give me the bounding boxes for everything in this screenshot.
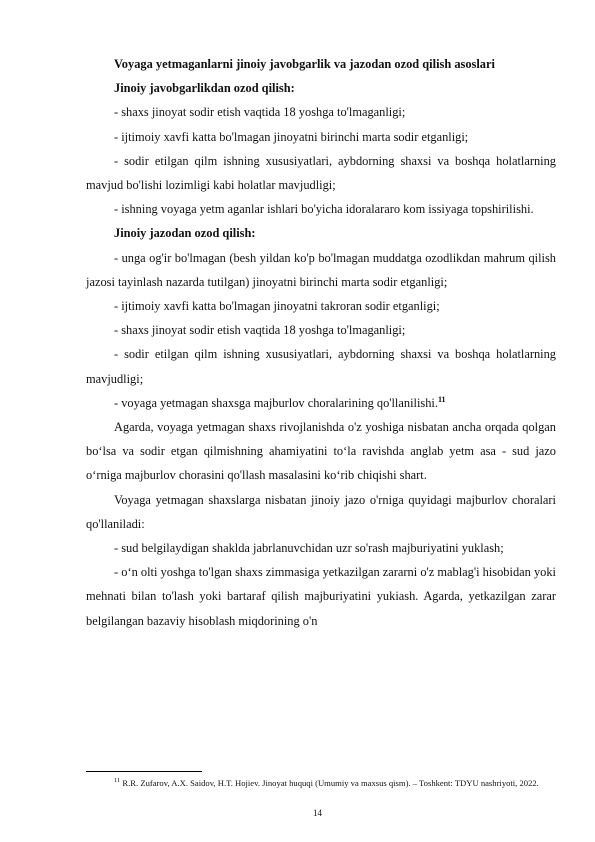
section2-item-text: - voyaga yetmagan shaxsga majburlov choralarining qo'llanilishi. — [114, 395, 438, 410]
section2-title: Jinoiy jazodan ozod qilish: — [114, 226, 256, 241]
footnote — [86, 775, 556, 792]
page-number: 14 — [313, 808, 322, 818]
document-heading: Voyaga yetmaganlarni jinoiy javobgarlik va jazodan ozod qilish asoslari — [114, 57, 495, 71]
section1-item: - ijtimoiy xavfi katta bo'lmagan jinoyatni birinchi marta sodir etganligi; — [114, 129, 469, 144]
section2-item-with-footnote — [86, 391, 556, 415]
measure-item: - sud belgilaydigan shaklda jabrlanuvchidan uzr so'rash majburiyatini yuklash; — [114, 541, 504, 556]
section2-item: - unga og'ir bo'lmagan (besh yildan ko'p bo'lmagan muddatga ozodlikdan mahrum qilish jazosi tayinlash nazarda tutilgan) jinoyatni birinchi marta sodir etganligi; — [86, 250, 556, 289]
footnote-text: R.R. Zufarov, A.X. Saidov, H.T. Hojiev. Jinoyat huquqi (Umumiy va maxsus qism). – Toshkent: TDYU nashriyoti, 2022. — [120, 778, 539, 788]
section2-item: - shaxs jinoyat sodir etish vaqtida 18 yoshga to'lmaganligi; — [114, 323, 406, 338]
section1-item: - ishning voyaga yetm aganlar ishlari bo'yicha idoralararo kom issiyaga topshirilishi. — [114, 202, 534, 217]
measure-item: - o‘n olti yoshga to'lgan shaxs zimmasiga yetkazilgan zararni o'z mablag'i hisobidan yoki mehnati bilan to'lash yoki bartaraf qilish majburiyatini yukiash. Agarda, yetkazilgan zarar belgilangan bazaviy hisoblash miqdorining o'n — [86, 565, 556, 628]
footnote-number: 11 — [114, 777, 121, 785]
footnote-reference[interactable]: 11 — [437, 394, 446, 404]
section2-item: - sodir etilgan qilm ishning xususiyatlari, aybdorning shaxsi va boshqa holatlarning mavjudligi; — [86, 347, 556, 386]
paragraph-body: Agarda, voyaga yetmagan shaxs rivojlanishda o'z yoshiga nisbatan ancha orqada qolgan bo‘lsa va sodir etgan qilmishning ahamiyatini to‘la ravishda anglab yetm asa - sud jazo o‘rniga majburlov chorasini qo'llash masalasini ko‘rib chiqishi shart. — [86, 420, 556, 483]
section2-item: - ijtimoiy xavfi katta bo'lmagan jinoyatni takroran sodir etganligi; — [114, 299, 440, 314]
paragraph-body: Voyaga yetmagan shaxslarga nisbatan jinoiy jazo o'rniga quyidagi majburlov choralari qo'llaniladi: — [86, 492, 556, 531]
section1-item: - shaxs jinoyat sodir etish vaqtida 18 yoshga to'lmaganligi; — [114, 105, 406, 120]
section1-item: - sodir etilgan qilm ishning xususiyatlari, aybdorning shaxsi va boshqa holatlarning mavjud bo'lishi lozimligi kabi holatlar mavjudligi; — [86, 153, 556, 193]
footnote-divider — [86, 771, 202, 772]
document-body — [86, 52, 556, 633]
section1-title: Jinoiy javobgarlikdan ozod qilish: — [114, 81, 295, 96]
